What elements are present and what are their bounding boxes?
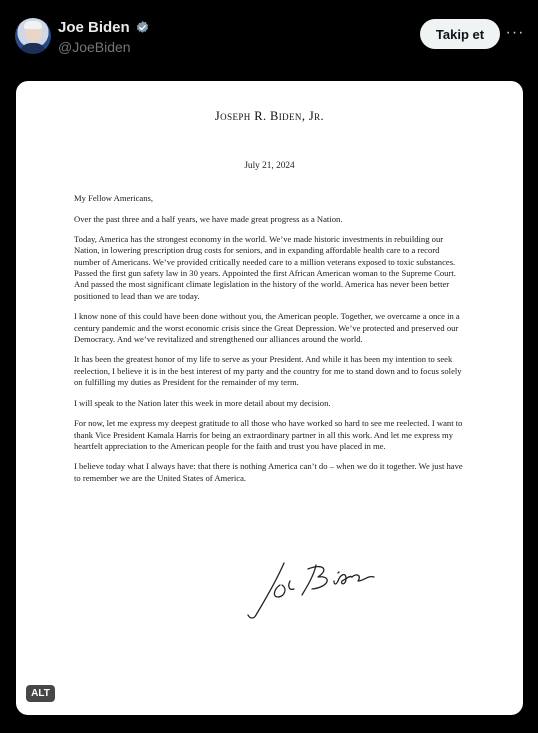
letter-paragraph: For now, let me express my deepest gratitude to all those who have worked so hard to see me reelected. I want to thank Vice President Kamala Harris for being an extraordinary partner in all this work. And let me express my heartfelt appreciation to the American people for the faith and trust you have placed in me. xyxy=(74,418,463,451)
letter-image[interactable] xyxy=(16,81,523,715)
post-header xyxy=(0,0,538,72)
author-name-row[interactable] xyxy=(58,19,150,36)
letter-paragraph: I believe today what I always have: that there is nothing America can’t do – when we do it together. We just have to remember we are the United States of America. xyxy=(74,461,463,483)
avatar-hair xyxy=(24,21,42,29)
letter-paragraph: Today, America has the strongest economy in the world. We’ve made historic investments in rebuilding our Nation, in lowering prescription drug costs for seniors, and in expanding affordable health care to a record number of Americans. We’ve provided critically needed care to a million veterans exposed to toxic substances. Passed the first gun safety law in 30 years. Appointed the first African American woman to the Supreme Court. And passed the most significant climate legislation in the history of the world. America has never been better positioned to lead than we are today. xyxy=(74,234,456,301)
alt-text-badge[interactable]: ALT xyxy=(26,685,55,702)
verified-badge-icon xyxy=(135,20,150,35)
letter-paragraph: I know none of this could have been done without you, the American people. Together, we overcame a once in a century pandemic and the worst economic crisis since the Great Depression. We’ve protected and preserved our Democracy. And we’ve revitalized and strengthened our alliances around the world. xyxy=(74,311,460,344)
letter-date: July 21, 2024 xyxy=(244,161,295,171)
follow-button[interactable]: Takip et xyxy=(420,19,500,49)
avatar[interactable] xyxy=(15,18,51,54)
handwritten-signature xyxy=(242,555,382,625)
salutation: My Fellow Americans, xyxy=(74,193,154,203)
author-handle[interactable]: @JoeBiden xyxy=(58,39,131,55)
letter-paragraph: Over the past three and a half years, we have made great progress as a Nation. xyxy=(74,213,343,224)
avatar-suit xyxy=(19,43,47,54)
letterhead: Joseph R. Biden, Jr. xyxy=(214,109,325,123)
letter-paragraph: I will speak to the Nation later this week in more detail about my decision. xyxy=(74,397,331,408)
more-options-icon[interactable]: ··· xyxy=(505,24,525,41)
letter-body xyxy=(74,193,464,493)
letter-paragraph: It has been the greatest honor of my life to serve as your President. And while it has been my intention to seek reelection, I believe it is in the best interest of my party and the country for me to stand down and to focus solely on fulfilling my duties as President for the remainder of my term. xyxy=(74,354,462,388)
author-display-name[interactable]: Joe Biden xyxy=(58,19,130,36)
